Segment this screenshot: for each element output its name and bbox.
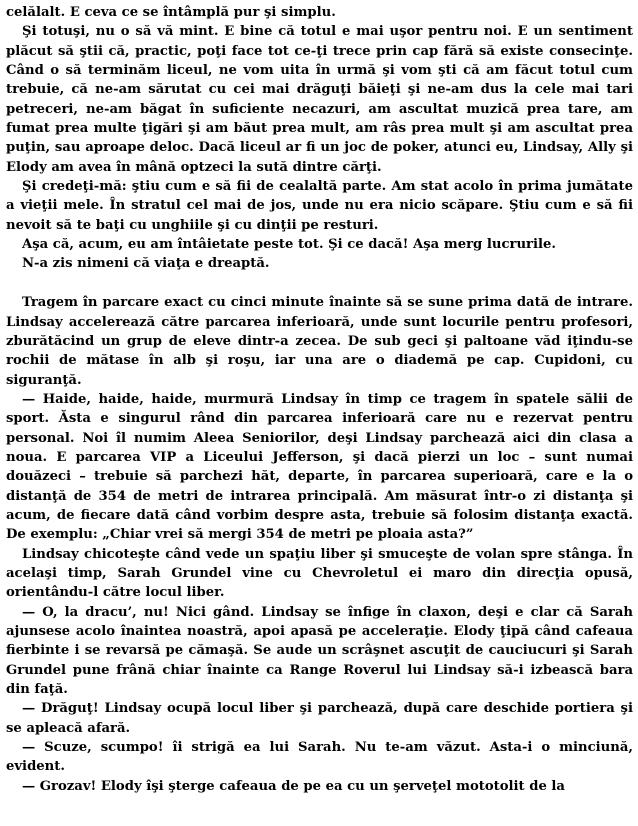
paragraph: — Haide, haide, haide, murmură Lindsay în timp ce tragem în spatele sălii de sport. Ăsta e singurul rând din parcarea inferioară care nu e rezervat pentru personal. Noi îl numim Aleea Seniorilor, deşi Lindsay parchează aici din clasa a noua. E parcarea VIP a Liceului Jefferson, şi dacă pierzi un loc – sunt numai douăzeci – trebuie să parchezi hăt, departe, în parcarea superioară, care e la o distanţă de 354 de metri de intrarea principală. Am măsurat într-o zi distanţa şi acum, de fiecare dată când vorbim despre asta, trebuie să folosim distanţa exactă. De exemplu: „Chiar vrei să mergi 354 de metri pe ploaia asta?” xyxy=(6,391,633,543)
paragraph: Şi credeţi-mă: ştiu cum e să fii de cealaltă parte. Am stat acolo în prima jumătate a vieţii mele. În stratul cel mai de jos, unde nu era nicio scăpare. Ştiu cum e să fii nevoit să te baţi cu unghiile şi cu dinţii pe resturi. xyxy=(6,179,633,233)
section-break xyxy=(6,274,633,293)
paragraph: celălalt. E ceva ce se întâmplă pur şi simplu. xyxy=(6,5,336,20)
paragraph: — Scuze, scumpo! îi strigă ea lui Sarah. Nu te-am văzut. Asta-i o minciună, evident. xyxy=(6,740,633,775)
paragraph: Şi totuşi, nu o să vă mint. E bine că totul e mai uşor pentru noi. E un sentiment plăcut să ştii că, practic, poţi face tot ce-ţi trece prin cap fără să existe consecinţe. Când o să terminăm liceul, ne vom uita în urmă şi vom şti că am făcut totul cum trebuie, că ne-am sărutat cu cei mai drăguţi băieţi şi ne-am dus la cele mai tari petreceri, ne-am băgat în suficiente necazuri, am ascultat muzică prea tare, am fumat prea multe ţigări şi am băut prea mult, am râs prea mult şi am ascultat prea puţin, sau aproape deloc. Dacă liceul ar fi un joc de poker, atunci eu, Lindsay, Ally şi Elody am avea în mână optzeci la sută dintre cărţi. xyxy=(6,24,633,175)
paragraph: — O, la dracu’, nu! Nici gând. Lindsay se înfige în claxon, deşi e clar că Sarah ajunsese acolo înaintea noastră, apoi apasă pe acceleraţie. Elody ţipă când cafeaua fierbinte i se revarsă pe cămaşă. Se aude un scrâşnet ascuţit de cauciucuri şi Sarah Grundel pune frână chiar înainte ca Range Roverul lui Lindsay să-i izbească bara din faţă. xyxy=(6,604,633,698)
paragraph: — Grozav! Elody îşi şterge cafeaua de pe ea cu un şerveţel mototolit de la xyxy=(22,778,565,794)
paragraph: Aşa că, acum, eu am întâietate peste tot. Şi ce dacă! Aşa merg lucrurile. xyxy=(22,237,556,253)
paragraph: N-a zis nimeni că viaţa e dreaptă. xyxy=(22,256,270,272)
paragraph: Lindsay chicoteşte când vede un spaţiu liber şi smuceşte de volan spre stânga. În acelaşi timp, Sarah Grundel vine cu Chevroletul ei maro din direcţia opusă, orientându-l către locul liber. xyxy=(6,546,633,601)
book-page xyxy=(6,3,633,796)
paragraph: — Drăguţ! Lindsay ocupă locul liber şi parchează, după care deschide portiera şi se apleacă afară. xyxy=(6,701,633,736)
paragraph: Tragem în parcare exact cu cinci minute înainte să se sune prima dată de intrare. Lindsay accelerează către parcarea inferioară, unde sunt locurile pentru profesori, zburătăcind un grup de eleve dintr-a zecea. De sub geci şi paltoane văd iţindu-se rochii de mătase în alb şi roşu, iar una are o diademă pe cap. Cupidoni, cu siguranţă. xyxy=(6,295,633,388)
